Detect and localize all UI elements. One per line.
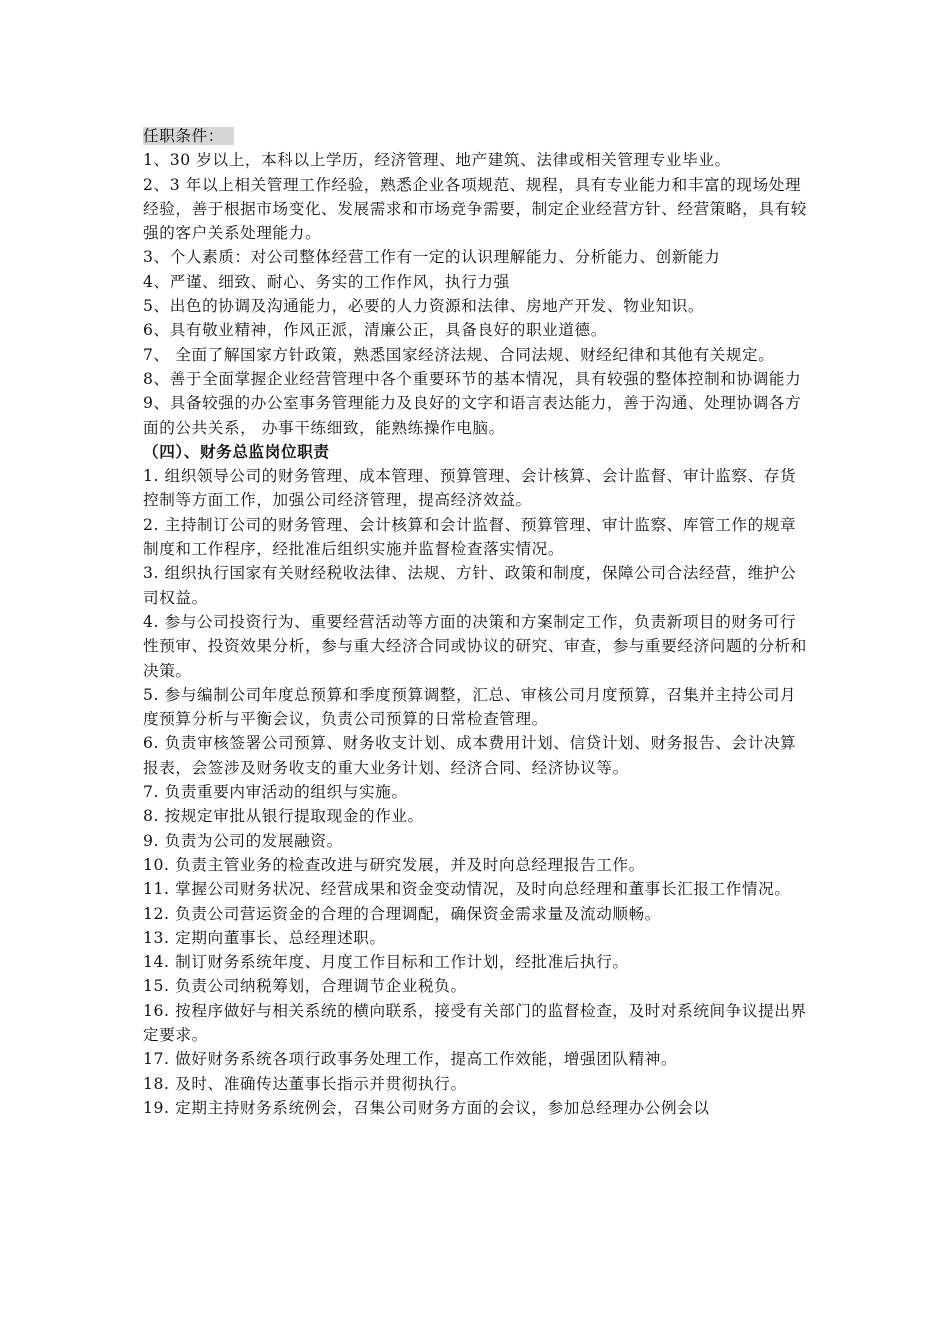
cfo-duty-15: 15. 负责公司纳税筹划，合理调节企业税负。 <box>143 977 467 996</box>
cfo-duty-1: 1. 组织领导公司的财务管理、成本管理、预算管理、会计核算、会计监督、审计监察、存货控制等方面工作，加强公司经济管理，提高经济效益。 <box>143 467 797 510</box>
cfo-duty-12: 12. 负责公司营运资金的合理的合理调配，确保资金需求量及流动顺畅。 <box>143 904 661 923</box>
requirement-item-8: 8、善于全面掌握企业经营管理中各个重要环节的基本情况，具有较强的整体控制和协调能力 <box>143 369 802 388</box>
cfo-section-title: （四）、财务总监岗位职责 <box>143 442 330 461</box>
requirement-item-2: 2、3 年以上相关管理工作经验，熟悉企业各项规范、规程，具有专业能力和丰富的现场处理经验，善于根据市场变化、发展需求和市场竞争需要，制定企业经营方针、经营策略，具有较强的客户关系处理能力。 <box>143 175 807 243</box>
requirement-item-3: 3、个人素质：对公司整体经营工作有一定的认识理解能力、分析能力、创新能力 <box>143 248 721 267</box>
cfo-duty-3: 3. 组织执行国家有关财经税收法律、法规、方针、政策和制度，保障公司合法经营，维护公司权益。 <box>143 564 797 607</box>
requirement-item-7: 7、 全面了解国家方针政策，熟悉国家经济法规、合同法规、财经纪律和其他有关规定。 <box>143 345 775 364</box>
requirements-heading <box>143 124 811 148</box>
cfo-duty-11: 11. 掌握公司财务状况、经营成果和资金变动情况，及时向总经理和董事长汇报工作情况。 <box>143 880 791 899</box>
cfo-duty-18: 18. 及时、准确传达董事长指示并贯彻执行。 <box>143 1074 467 1093</box>
requirement-item-1: 1、30 岁以上，本科以上学历，经济管理、地产建筑、法律或相关管理专业毕业。 <box>143 151 731 170</box>
cfo-duty-7: 7. 负责重要内审活动的组织与实施。 <box>143 783 408 802</box>
cfo-duty-17: 17. 做好财务系统各项行政事务处理工作，提高工作效能，增强团队精神。 <box>143 1050 678 1069</box>
requirement-item-6: 6、具有敬业精神，作风正派，清廉公正，具备良好的职业道德。 <box>143 321 607 340</box>
cfo-duty-6: 6. 负责审核签署公司预算、财务收支计划、成本费用计划、信贷计划、财务报告、会计决算报表，会签涉及财务收支的重大业务计划、经济合同、经济协议等。 <box>143 734 797 777</box>
requirements-heading-text: 任职条件： <box>143 127 234 145</box>
cfo-duty-13: 13. 定期向董事长、总经理述职。 <box>143 928 386 947</box>
cfo-duty-9: 9. 负责为公司的发展融资。 <box>143 831 343 850</box>
cfo-duty-8: 8. 按规定审批从银行提取现金的作业。 <box>143 807 424 826</box>
cfo-duty-19: 19. 定期主持财务系统例会，召集公司财务方面的会议，参加总经理办公例会以 <box>143 1098 710 1117</box>
cfo-duty-4: 4. 参与公司投资行为、重要经营活动等方面的决策和方案制定工作，负责新项目的财务可行性预审、投资效果分析，参与重大经济合同或协议的研究、审查，参与重要经济问题的分析和决策。 <box>143 612 807 680</box>
cfo-duty-10: 10. 负责主管业务的检查改进与研究发展，并及时向总经理报告工作。 <box>143 855 645 874</box>
requirement-item-5: 5、出色的协调及沟通能力，必要的人力资源和法律、房地产开发、物业知识。 <box>143 297 705 316</box>
document-body <box>143 124 811 1120</box>
requirement-item-9: 9、具备较强的办公室事务管理能力及良好的文字和语言表达能力，善于沟通、处理协调各方面的公共关系， 办事干练细致，能熟练操作电脑。 <box>143 394 802 437</box>
requirement-item-4: 4、严谨、细致、耐心、务实的工作作风，执行力强 <box>143 272 510 291</box>
cfo-duty-2: 2. 主持制订公司的财务管理、会计核算和会计监督、预算管理、审计监察、库管工作的规章制度和工作程序，经批准后组织实施并监督检查落实情况。 <box>143 515 797 559</box>
cfo-duty-5: 5. 参与编制公司年度总预算和季度预算调整，汇总、审核公司月度预算，召集并主持公司月度预算分析与平衡会议，负责公司预算的日常检查管理。 <box>143 685 797 729</box>
cfo-duty-14: 14. 制订财务系统年度、月度工作目标和工作计划，经批准后执行。 <box>143 953 629 972</box>
cfo-duty-16: 16. 按程序做好与相关系统的横向联系，接受有关部门的监督检查，及时对系统间争议提出界定要求。 <box>143 1001 807 1044</box>
